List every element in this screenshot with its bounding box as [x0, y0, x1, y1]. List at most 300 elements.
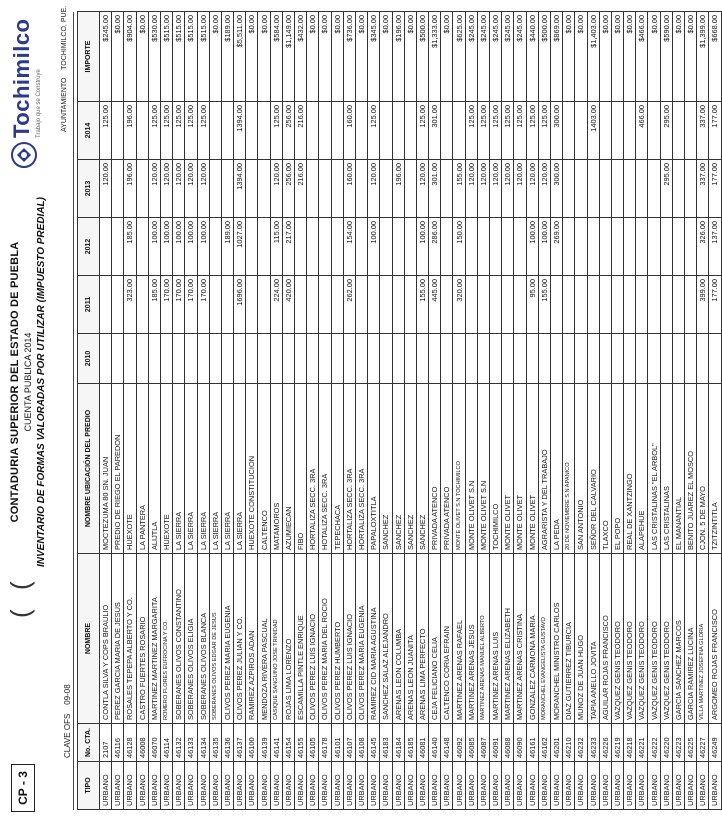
owner-name-cell: OLIVOS PEREZ HUMBERTO	[331, 554, 343, 724]
account-cell: 46105	[307, 724, 319, 762]
year-2013-cell	[258, 160, 270, 218]
table-row	[136, 12, 148, 810]
year-2010-cell	[636, 334, 648, 384]
amount-cell: $1,149.00	[282, 12, 294, 102]
year-2013-cell: 120.00	[160, 160, 172, 218]
year-2010-cell	[295, 334, 307, 384]
location-cell: HUEXOTE	[160, 384, 172, 554]
type-cell: URBANO	[100, 762, 112, 810]
year-2010-cell	[429, 334, 441, 384]
year-2010-cell	[502, 334, 514, 384]
year-2013-cell	[380, 160, 392, 218]
year-2012-cell: 154.00	[343, 218, 355, 276]
amount-cell: $0.00	[599, 12, 611, 102]
location-cell: MONTE OLIVET S.N TOCHIMILCO	[453, 384, 465, 554]
owner-name-cell: CASTRO FUERTES ROSARIO	[136, 554, 148, 724]
location-cell: AGRARISTA Y DEL TRABAJO	[538, 384, 550, 554]
year-2010-cell	[709, 334, 721, 384]
location-cell: PREDIO DE RIEGO EL PAREDON	[112, 384, 124, 554]
location-cell: 20 DE NOVIEMBRE S.N APANICO	[563, 384, 575, 554]
year-2014-cell: 337.00	[697, 102, 709, 160]
year-2013-cell: 120.00	[270, 160, 282, 218]
location-cell: LA SIERRA	[197, 384, 209, 554]
year-2014-cell	[685, 102, 697, 160]
type-cell: URBANO	[477, 762, 489, 810]
type-cell: URBANO	[685, 762, 697, 810]
account-cell: 46219	[611, 724, 623, 762]
table-row	[355, 12, 367, 810]
account-cell: 46233	[587, 724, 599, 762]
location-cell: SAN ANTONIO	[575, 384, 587, 554]
account-cell: 46218	[624, 724, 636, 762]
year-2012-cell: 100.00	[197, 218, 209, 276]
form-code-box: CP - 3	[11, 764, 35, 812]
type-cell: URBANO	[124, 762, 136, 810]
year-2012-cell	[209, 218, 221, 276]
location-cell: EL POPO	[611, 384, 623, 554]
account-cell: 46161	[526, 724, 538, 762]
year-2014-cell: 216.00	[295, 102, 307, 160]
table-row	[404, 12, 416, 810]
amount-cell: $0.00	[404, 12, 416, 102]
account-cell: 46154	[282, 724, 294, 762]
year-2014-cell	[246, 102, 258, 160]
type-cell: URBANO	[709, 762, 721, 810]
year-2014-cell	[319, 102, 331, 160]
amount-cell: $0.00	[319, 12, 331, 102]
table-row	[100, 12, 112, 810]
amount-cell: $0.00	[648, 12, 660, 102]
location-cell: MONTE OLIVET S.N	[465, 384, 477, 554]
year-2013-cell: 120.00	[514, 160, 526, 218]
account-cell: 46137	[234, 724, 246, 762]
location-cell: LA SIERRA	[185, 384, 197, 554]
type-cell: URBANO	[660, 762, 672, 810]
year-2010-cell	[465, 334, 477, 384]
year-2012-cell	[307, 218, 319, 276]
owner-name-cell: GARCIA RAMIREZ LUCINA	[685, 554, 697, 724]
year-2011-cell	[404, 276, 416, 334]
column-header: 2014	[78, 102, 100, 160]
table-row	[477, 12, 489, 810]
type-cell: URBANO	[490, 762, 502, 810]
table-row	[185, 12, 197, 810]
table-row	[709, 12, 721, 810]
year-2012-cell: 185.00	[124, 218, 136, 276]
amount-cell: $515.00	[185, 12, 197, 102]
type-cell: URBANO	[502, 762, 514, 810]
amount-cell: $0.00	[380, 12, 392, 102]
account-cell: 46091	[490, 724, 502, 762]
header-divider	[73, 12, 74, 810]
table-row	[697, 12, 709, 810]
location-cell: MOCTEZUMA 80 SN. JUAN	[100, 384, 112, 554]
amount-cell: $5,511.00	[234, 12, 246, 102]
year-2014-cell	[611, 102, 623, 160]
year-2010-cell	[599, 334, 611, 384]
year-2011-cell	[355, 276, 367, 334]
title-line-1: CONTADURIA SUPERIOR DEL ESTADO DE PUEBLA	[9, 241, 21, 523]
owner-name-cell: SOBERANES OLIVOS EDGAR DE JESUS	[209, 554, 221, 724]
key-label: CLAVE OFS	[63, 713, 72, 758]
brand-tagline: Trabajo que se Construye	[36, 69, 42, 138]
location-cell: CJON. 5 DE MAYO	[697, 384, 709, 554]
amount-cell: $584.00	[270, 12, 282, 102]
year-2013-cell: 120.00	[416, 160, 428, 218]
year-2012-cell	[100, 218, 112, 276]
account-cell: 46184	[392, 724, 404, 762]
type-cell: URBANO	[441, 762, 453, 810]
year-2010-cell	[550, 334, 562, 384]
location-cell: FIBO	[295, 384, 307, 554]
year-2012-cell	[660, 218, 672, 276]
location-cell: SANCHEZ	[416, 384, 428, 554]
year-2012-cell: 100.00	[185, 218, 197, 276]
year-2011-cell: 155.00	[416, 276, 428, 334]
owner-name-cell: TAPIA ANELLO JOVITA	[587, 554, 599, 724]
owner-name-cell: GARCIA SANCHEZ MARCOS	[672, 554, 684, 724]
year-2011-cell	[624, 276, 636, 334]
table-row	[319, 12, 331, 810]
location-cell: EL MANANTIAL	[672, 384, 684, 554]
year-2013-cell	[136, 160, 148, 218]
location-cell: MATAMOROS	[270, 384, 282, 554]
account-cell: 46107	[343, 724, 355, 762]
year-2013-cell: 300.00	[550, 160, 562, 218]
year-2013-cell: 120.00	[148, 160, 160, 218]
year-2010-cell	[392, 334, 404, 384]
year-2014-cell	[624, 102, 636, 160]
year-2011-cell	[331, 276, 343, 334]
year-2013-cell: 196.00	[124, 160, 136, 218]
year-2013-cell	[599, 160, 611, 218]
year-2014-cell: 177.00	[709, 102, 721, 160]
type-cell: URBANO	[624, 762, 636, 810]
year-2014-cell	[575, 102, 587, 160]
year-2012-cell	[465, 218, 477, 276]
owner-name-cell: VAZQUEZ GENIS TEODORO	[624, 554, 636, 724]
table-row	[343, 12, 355, 810]
location-cell: SEÑOR DEL CALVARIO	[587, 384, 599, 554]
account-cell: 46085	[465, 724, 477, 762]
year-2013-cell: 295.00	[660, 160, 672, 218]
table-row	[148, 12, 160, 810]
owner-name-cell: CONTLA SILVA Y COPS BRAULIO	[100, 554, 112, 724]
year-2014-cell	[441, 102, 453, 160]
owner-name-cell: CASIQUE SANGUINO JOSE TRINIDAD	[270, 554, 282, 724]
year-2013-cell	[221, 160, 233, 218]
owner-name-cell: OLIVOS PEREZ MARIA EUGENIA	[355, 554, 367, 724]
year-2012-cell: 150.00	[453, 218, 465, 276]
year-2014-cell	[563, 102, 575, 160]
type-cell: URBANO	[197, 762, 209, 810]
year-2010-cell	[173, 334, 185, 384]
year-2010-cell	[331, 334, 343, 384]
year-2014-cell: 1394.00	[234, 102, 246, 160]
year-2011-cell: 170.00	[160, 276, 172, 334]
account-cell: 46114	[160, 724, 172, 762]
year-2011-cell	[368, 276, 380, 334]
year-2013-cell	[331, 160, 343, 218]
account-cell: 46221	[636, 724, 648, 762]
year-2012-cell	[648, 218, 660, 276]
amount-cell: $245.00	[100, 12, 112, 102]
amount-cell: $245.00	[465, 12, 477, 102]
amount-cell: $245.00	[514, 12, 526, 102]
table-row	[197, 12, 209, 810]
year-2014-cell: 125.00	[502, 102, 514, 160]
column-header: 2012	[78, 218, 100, 276]
amount-cell: $466.00	[636, 12, 648, 102]
year-2014-cell: 295.00	[660, 102, 672, 160]
owner-name-cell: OLIVOS PEREZ MARIA DEL ROCIO	[319, 554, 331, 724]
owner-name-cell: OLIVOS PEREZ LUIS IGNACIO	[343, 554, 355, 724]
amount-cell: $668.00	[709, 12, 721, 102]
location-cell: LAS CRISTALINAS	[660, 384, 672, 554]
type-cell: URBANO	[355, 762, 367, 810]
account-cell: 46226	[599, 724, 611, 762]
type-cell: URBANO	[148, 762, 160, 810]
year-2010-cell	[307, 334, 319, 384]
year-2013-cell	[672, 160, 684, 218]
account-cell: 46178	[319, 724, 331, 762]
year-2010-cell	[270, 334, 282, 384]
location-cell: MONTE OLIVET	[502, 384, 514, 554]
amount-cell: $0.00	[258, 12, 270, 102]
type-cell: URBANO	[404, 762, 416, 810]
owner-name-cell: PEREZ GARCIA MARIA DE JESUS	[112, 554, 124, 724]
account-cell: 46155	[295, 724, 307, 762]
year-2013-cell: 120.00	[477, 160, 489, 218]
year-2013-cell	[563, 160, 575, 218]
year-2013-cell	[611, 160, 623, 218]
owner-name-cell: MARTINEZ ARENAS ELIZABETH	[502, 554, 514, 724]
account-cell: 46183	[380, 724, 392, 762]
table-row	[465, 12, 477, 810]
amount-cell: $196.00	[392, 12, 404, 102]
year-2014-cell: 125.00	[477, 102, 489, 160]
year-2012-cell	[112, 218, 124, 276]
year-2012-cell: 100.00	[173, 218, 185, 276]
amount-cell: $0.00	[563, 12, 575, 102]
year-2013-cell	[587, 160, 599, 218]
year-2014-cell: 125.00	[160, 102, 172, 160]
year-2012-cell	[563, 218, 575, 276]
year-2010-cell	[490, 334, 502, 384]
type-cell: URBANO	[221, 762, 233, 810]
year-2010-cell	[563, 334, 575, 384]
year-2013-cell: 177.00	[709, 160, 721, 218]
type-cell: URBANO	[380, 762, 392, 810]
amount-cell: $0.00	[611, 12, 623, 102]
amount-cell: $736.00	[343, 12, 355, 102]
amount-cell: $245.00	[490, 12, 502, 102]
year-2013-cell: 120.00	[538, 160, 550, 218]
type-cell: URBANO	[112, 762, 124, 810]
amount-cell: $0.00	[112, 12, 124, 102]
year-2011-cell	[136, 276, 148, 334]
column-header: NOMBRE UBICACIÓN DEL PREDIO	[78, 384, 100, 554]
type-cell: URBANO	[453, 762, 465, 810]
year-2014-cell: 1403.00	[587, 102, 599, 160]
account-cell: 2107	[100, 724, 112, 762]
table-row	[429, 12, 441, 810]
amount-cell: $0.00	[575, 12, 587, 102]
year-2010-cell	[355, 334, 367, 384]
year-2010-cell	[112, 334, 124, 384]
amount-cell: $1,333.00	[429, 12, 441, 102]
amount-cell: $189.00	[221, 12, 233, 102]
year-2012-cell	[587, 218, 599, 276]
type-cell: URBANO	[465, 762, 477, 810]
document-sheet	[3, 2, 720, 822]
year-2011-cell	[514, 276, 526, 334]
year-2010-cell	[685, 334, 697, 384]
type-cell: URBANO	[611, 762, 623, 810]
table-row	[660, 12, 672, 810]
year-2014-cell: 125.00	[197, 102, 209, 160]
account-cell: 46227	[697, 724, 709, 762]
year-2010-cell	[526, 334, 538, 384]
location-cell: TZITZINTITLA	[709, 384, 721, 554]
account-cell: 46225	[685, 724, 697, 762]
year-2011-cell	[209, 276, 221, 334]
year-2014-cell: 125.00	[173, 102, 185, 160]
amount-cell: $0.00	[307, 12, 319, 102]
type-cell: URBANO	[295, 762, 307, 810]
year-2010-cell	[258, 334, 270, 384]
year-2013-cell: 216.00	[295, 160, 307, 218]
year-2010-cell	[575, 334, 587, 384]
location-cell: PAPALOXTITLA	[368, 384, 380, 554]
year-2011-cell	[636, 276, 648, 334]
year-2010-cell	[282, 334, 294, 384]
year-2012-cell: 1027.00	[234, 218, 246, 276]
municipality-line	[61, 6, 68, 132]
year-2014-cell	[258, 102, 270, 160]
year-2011-cell	[502, 276, 514, 334]
account-cell: 46090	[514, 724, 526, 762]
account-cell: 46101	[331, 724, 343, 762]
amount-cell: $590.00	[660, 12, 672, 102]
location-cell: LA PANTERA	[136, 384, 148, 554]
year-2013-cell: 196.00	[392, 160, 404, 218]
table-row	[392, 12, 404, 810]
table-row	[246, 12, 258, 810]
table-row	[112, 12, 124, 810]
year-2014-cell	[672, 102, 684, 160]
account-cell: 46223	[672, 724, 684, 762]
type-cell: URBANO	[307, 762, 319, 810]
year-2011-cell	[477, 276, 489, 334]
owner-name-cell: RAMIREZ CID MARIA AGUSTINA	[368, 554, 380, 724]
year-2014-cell: 466.00	[636, 102, 648, 160]
account-cell: 46087	[477, 724, 489, 762]
table-row	[124, 12, 136, 810]
account-cell: 46210	[563, 724, 575, 762]
title-line-3: INVENTARIO DE FORMAS VALORADAS POR UTILIZAR (IMPUESTO PREDIAL)	[36, 197, 47, 568]
year-2014-cell: 256.00	[282, 102, 294, 160]
year-2010-cell	[416, 334, 428, 384]
owner-name-cell: ARGOMEO ROJAS FRANCISCO	[709, 554, 721, 724]
amount-cell: $1,399.00	[697, 12, 709, 102]
year-2010-cell	[160, 334, 172, 384]
year-2011-cell	[295, 276, 307, 334]
location-cell: AZUMIECAN	[282, 384, 294, 554]
type-cell: URBANO	[392, 762, 404, 810]
year-2014-cell	[136, 102, 148, 160]
year-2013-cell	[648, 160, 660, 218]
type-cell: URBANO	[648, 762, 660, 810]
table-row	[502, 12, 514, 810]
table-row	[587, 12, 599, 810]
year-2010-cell	[404, 334, 416, 384]
year-2011-cell	[672, 276, 684, 334]
year-2012-cell	[624, 218, 636, 276]
account-cell: 46132	[173, 724, 185, 762]
account-cell: 46135	[209, 724, 221, 762]
table-row	[599, 12, 611, 810]
year-2011-cell: 445.00	[429, 276, 441, 334]
year-2013-cell: 120.00	[465, 160, 477, 218]
type-cell: URBANO	[672, 762, 684, 810]
year-2013-cell: 160.00	[343, 160, 355, 218]
amount-cell: $245.00	[477, 12, 489, 102]
municipality-label: AYUNTAMIENTO	[61, 77, 68, 132]
owner-name-cell: ESCAMILLA PINTLE ENRIQUE	[295, 554, 307, 724]
account-cell: 46128	[124, 724, 136, 762]
account-cell: 46108	[355, 724, 367, 762]
year-2010-cell	[185, 334, 197, 384]
year-2013-cell	[355, 160, 367, 218]
type-cell: URBANO	[209, 762, 221, 810]
amount-cell: $500.00	[416, 12, 428, 102]
year-2012-cell	[246, 218, 258, 276]
year-2014-cell: 125.00	[270, 102, 282, 160]
table-row	[575, 12, 587, 810]
owner-name-cell: ROSALES TEPEPA ALBERTO Y CO.	[124, 554, 136, 724]
year-2011-cell	[246, 276, 258, 334]
amount-cell: $515.00	[160, 12, 172, 102]
year-2013-cell	[575, 160, 587, 218]
location-cell: PRIVADA ATENCO	[441, 384, 453, 554]
year-2012-cell: 115.00	[270, 218, 282, 276]
year-2014-cell	[453, 102, 465, 160]
location-cell: TOCHIMILCO	[490, 384, 502, 554]
table-row	[307, 12, 319, 810]
municipality-value: TOCHIMILCO, PUE.	[61, 5, 68, 70]
year-2013-cell	[441, 160, 453, 218]
year-2011-cell	[550, 276, 562, 334]
year-2014-cell: 160.00	[343, 102, 355, 160]
amount-cell: $345.00	[368, 12, 380, 102]
type-cell: URBANO	[514, 762, 526, 810]
year-2012-cell	[331, 218, 343, 276]
type-cell: URBANO	[160, 762, 172, 810]
year-2013-cell	[636, 160, 648, 218]
owner-name-cell: VAZQUEZ GENIS TEODORO	[636, 554, 648, 724]
owner-name-cell: MARTINEZ ARENAS LUIS	[490, 554, 502, 724]
year-2011-cell: 185.00	[148, 276, 160, 334]
account-cell: 46136	[221, 724, 233, 762]
year-2012-cell	[380, 218, 392, 276]
account-cell: 46088	[502, 724, 514, 762]
year-2010-cell	[368, 334, 380, 384]
year-2010-cell	[221, 334, 233, 384]
owner-name-cell: RAMIREZ AZPIROS ADAN	[246, 554, 258, 724]
table-row	[550, 12, 562, 810]
owner-name-cell: AGUILAR ROJAS FRANCISCO	[599, 554, 611, 724]
